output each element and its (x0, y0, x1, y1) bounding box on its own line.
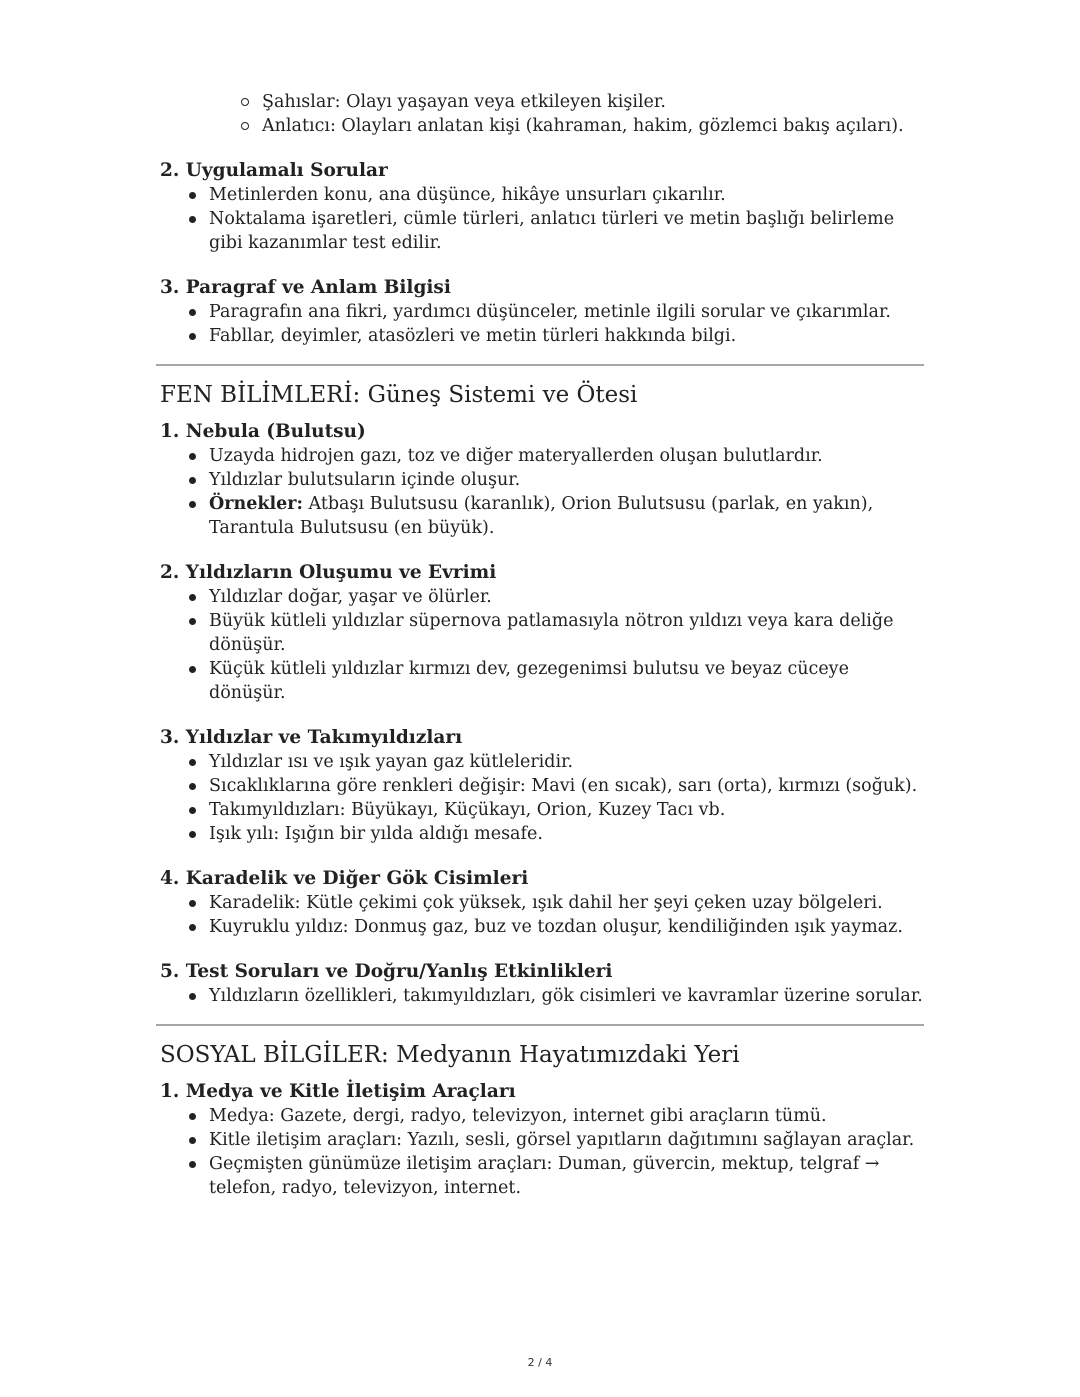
list-item: Noktalama işaretleri, cümle türleri, anlatıcı türleri ve metin başlığı belirleme gibi kazanımlar test edilir. (188, 207, 924, 255)
list-item-examples (188, 492, 924, 540)
section-heading-yildiz-olusumu: 2. Yıldızların Oluşumu ve Evrimi (160, 562, 497, 583)
yildiz-olusumu-list (188, 585, 924, 705)
uygulamali-sorular-list (188, 183, 924, 255)
section-heading-paragraf: 3. Paragraf ve Anlam Bilgisi (160, 277, 451, 298)
list-item: Yıldızlar doğar, yaşar ve ölürler. (188, 585, 924, 609)
list-item: Şahıslar: Olayı yaşayan veya etkileyen kişiler. (240, 90, 924, 114)
intro-sublist (240, 90, 924, 138)
list-item: Büyük kütleli yıldızlar süpernova patlamasıyla nötron yıldızı veya kara deliğe dönüşür. (188, 609, 924, 657)
list-item: Küçük kütleli yıldızlar kırmızı dev, gezegenimsi bulutsu ve beyaz cüceye dönüşür. (188, 657, 924, 705)
list-item: Sıcaklıklarına göre renkleri değişir: Mavi (en sıcak), sarı (orta), kırmızı (soğuk). (188, 774, 924, 798)
page-number: 2 / 4 (527, 1356, 553, 1369)
section-heading-takimyildizlari: 3. Yıldızlar ve Takımyıldızları (160, 727, 463, 748)
list-item: Takımyıldızları: Büyükayı, Küçükayı, Orion, Kuzey Tacı vb. (188, 798, 924, 822)
list-item: Yıldızların özellikleri, takımyıldızları, gök cisimleri ve kavramlar üzerine sorular. (188, 984, 924, 1008)
list-item: Uzayda hidrojen gazı, toz ve diğer materyallerden oluşan bulutlardır. (188, 444, 924, 468)
list-item: Yıldızlar ısı ve ışık yayan gaz kütleleridir. (188, 750, 924, 774)
list-item: Kitle iletişim araçları: Yazılı, sesli, görsel yapıtların dağıtımını sağlayan araçlar. (188, 1128, 924, 1152)
section-heading-medya: 1. Medya ve Kitle İletişim Araçları (160, 1081, 516, 1102)
list-item: Geçmişten günümüze iletişim araçları: Duman, güvercin, mektup, telgraf → telefon, radyo, televizyon, internet. (188, 1152, 924, 1200)
list-item: Karadelik: Kütle çekimi çok yüksek, ışık dahil her şeyi çeken uzay bölgeleri. (188, 891, 924, 915)
list-item: Medya: Gazete, dergi, radyo, televizyon, internet gibi araçların tümü. (188, 1104, 924, 1128)
section-heading-karadelik: 4. Karadelik ve Diğer Gök Cisimleri (160, 868, 529, 889)
test-sorulari-list (188, 984, 924, 1008)
list-item: Paragrafın ana fikri, yardımcı düşünceler, metinle ilgili sorular ve çıkarımlar. (188, 300, 924, 324)
subject-title-sosyal: SOSYAL BİLGİLER: Medyanın Hayatımızdaki Yeri (160, 1042, 740, 1068)
paragraf-list (188, 300, 924, 348)
list-item: Fabllar, deyimler, atasözleri ve metin türleri hakkında bilgi. (188, 324, 924, 348)
list-item: Yıldızlar bulutsuların içinde oluşur. (188, 468, 924, 492)
medya-list (188, 1104, 924, 1200)
list-item: Metinlerden konu, ana düşünce, hikâye unsurları çıkarılır. (188, 183, 924, 207)
examples-label: Örnekler: (209, 494, 303, 514)
karadelik-list (188, 891, 924, 939)
examples-text: Atbaşı Bulutsusu (karanlık), Orion Bulutsusu (parlak, en yakın), Tarantula Bulutsusu (en büyük). (209, 494, 874, 538)
subject-title-fen: FEN BİLİMLERİ: Güneş Sistemi ve Ötesi (160, 382, 638, 408)
section-heading-test-sorulari: 5. Test Soruları ve Doğru/Yanlış Etkinlikleri (160, 961, 613, 982)
section-divider (156, 1024, 924, 1026)
document-body (160, 90, 924, 1200)
list-item: Kuyruklu yıldız: Donmuş gaz, buz ve tozdan oluşur, kendiliğinden ışık yaymaz. (188, 915, 924, 939)
nebula-list (188, 444, 924, 540)
takimyildizlari-list (188, 750, 924, 846)
section-heading-nebula: 1. Nebula (Bulutsu) (160, 421, 366, 442)
section-heading-uygulamali-sorular: 2. Uygulamalı Sorular (160, 160, 388, 181)
list-item: Anlatıcı: Olayları anlatan kişi (kahraman, hakim, gözlemci bakış açıları). (240, 114, 924, 138)
list-item: Işık yılı: Işığın bir yılda aldığı mesafe. (188, 822, 924, 846)
section-divider (156, 364, 924, 366)
